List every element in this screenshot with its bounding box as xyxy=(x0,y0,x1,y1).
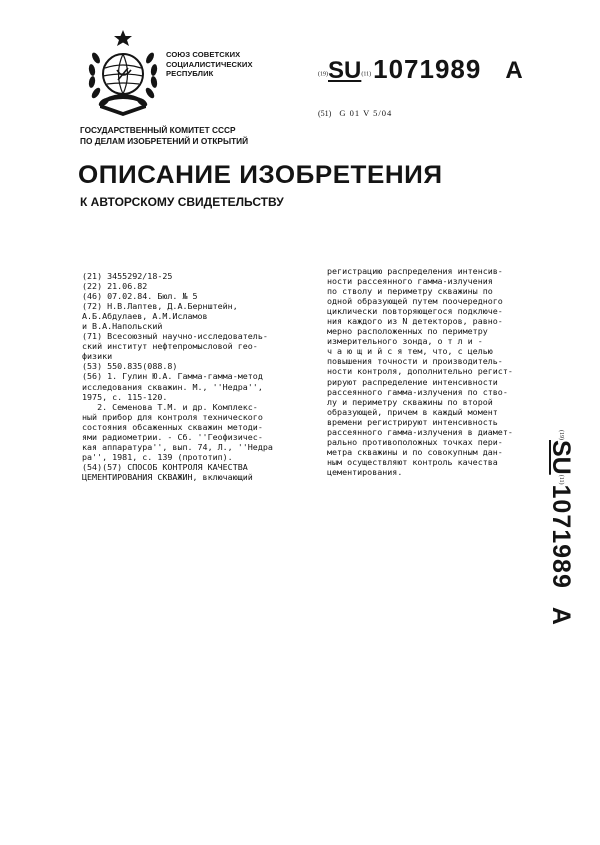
side-kind-code: A xyxy=(547,606,576,625)
bibliography-line: ный прибор для контроля технического xyxy=(82,411,263,422)
claim-line: лу и периметру скважины по второй xyxy=(327,396,493,407)
bibliography-line: (54)(57) СПОСОБ КОНТРОЛЯ КАЧЕСТВА xyxy=(82,461,248,472)
claim-line: рассеянного гамма-излучения в диамет- xyxy=(327,426,513,437)
publication-number xyxy=(318,54,523,85)
committee-line: ГОСУДАРСТВЕННЫЙ КОМИТЕТ СССР xyxy=(80,125,236,135)
claim-line: времени регистрируют интенсивность xyxy=(327,416,498,427)
claim-line: измерительного зонда, о т л и - xyxy=(327,336,483,347)
claim-line: рассеянного гамма-излучения по ство- xyxy=(327,386,508,397)
ipc-value: G 01 V 5/04 xyxy=(339,108,393,118)
state-emblem-icon xyxy=(86,28,160,116)
patent-number: 1071989 xyxy=(373,54,482,84)
bibliography-line: исследования скважин. М., ''Недра'', xyxy=(82,381,263,392)
bibliography-line: физики xyxy=(82,351,113,362)
bibliography-column xyxy=(82,271,314,482)
claim-line: рируют распределение интенсивности xyxy=(327,376,498,387)
committee-line: ПО ДЕЛАМ ИЗОБРЕТЕНИЙ И ОТКРЫТИЙ xyxy=(80,136,249,146)
bibliography-line: ями радиометрии. - Сб. ''Геофизичес- xyxy=(82,431,263,442)
bibliography-line: 1975, с. 115-120. xyxy=(82,391,168,402)
side-patent-number: 1071989 xyxy=(547,484,576,589)
bibliography-line: 2. Семенова Т.М. и др. Комплекс- xyxy=(82,401,258,412)
side-country-code-tag: (19) xyxy=(558,430,564,440)
union-name xyxy=(166,50,253,79)
claim-line: по стволу и периметру скважины по xyxy=(327,286,493,297)
claim-line: образующей, причем в каждый момент xyxy=(327,406,498,417)
claim-line: одной образующей путем поочередного xyxy=(327,296,503,307)
claim-column xyxy=(327,266,559,477)
bibliography-line: (71) Всесоюзный научно-исследователь- xyxy=(82,331,268,342)
committee-name xyxy=(80,125,248,147)
document-title: ОПИСАНИЕ ИЗОБРЕТЕНИЯ xyxy=(78,161,443,189)
bibliography-line: (72) Н.В.Лаптев, Д.А.Бернштейн, xyxy=(82,301,238,312)
claim-line: ч а ю щ и й с я тем, что, с целью xyxy=(327,346,493,357)
union-line: РЕСПУБЛИК xyxy=(166,69,214,78)
ipc-classification xyxy=(318,108,392,118)
claim-line: метра скважины и по совокупным дан- xyxy=(327,446,503,457)
claim-line: цементирования. xyxy=(327,466,403,477)
bibliography-line: (53) 550.835(088.8) xyxy=(82,361,178,372)
bibliography-line: и В.А.Напольский xyxy=(82,321,163,332)
union-line: СОЮЗ СОВЕТСКИХ xyxy=(166,50,241,59)
bibliography-line: ра'', 1981, с. 139 (прототип). xyxy=(82,451,233,462)
bibliography-line: состояния обсаженных скважин методи- xyxy=(82,421,263,432)
side-country-code: SU xyxy=(547,440,576,475)
claim-line: циклически повторяющегося подключе- xyxy=(327,306,503,317)
claim-line: ным осуществляют контроль качества xyxy=(327,456,498,467)
side-number-tag: (11) xyxy=(558,474,564,485)
side-publication-number xyxy=(546,430,576,690)
claim-line: ности контроля, дополнительно регист- xyxy=(327,366,513,377)
bibliography-line: (22) 21.06.82 xyxy=(82,281,148,292)
bibliography-line: ЦЕМЕНТИРОВАНИЯ СКВАЖИН, включающий xyxy=(82,471,253,482)
union-line: СОЦИАЛИСТИЧЕСКИХ xyxy=(166,59,253,69)
country-code-tag: (19) xyxy=(318,71,328,78)
claim-line: ния каждого из N детекторов, равно- xyxy=(327,316,503,327)
bibliography-line: ский институт нефтепромысловой гео- xyxy=(82,341,258,352)
claim-line: повышения точности и производитель- xyxy=(327,356,503,367)
bibliography-line: А.Б.Абдулаев, А.М.Исламов xyxy=(82,311,208,322)
ipc-tag: (51) xyxy=(318,109,332,118)
claim-line: регистрацию распределения интенсив- xyxy=(327,266,503,276)
claim-line: мерно расположенных по периметру xyxy=(327,326,488,337)
country-code: SU xyxy=(328,57,362,84)
bibliography-line: (56) 1. Гулин Ю.А. Гамма-гамма-метод xyxy=(82,371,263,382)
document-subtitle: К АВТОРСКОМУ СВИДЕТЕЛЬСТВУ xyxy=(80,195,284,209)
bibliography-line: (46) 07.02.84. Бюл. № 5 xyxy=(82,291,198,302)
number-tag: (11) xyxy=(361,71,372,78)
claim-line: рально противоположных точках пери- xyxy=(327,436,503,447)
bibliography-line: (21) 3455292/18-25 xyxy=(82,271,173,281)
bibliography-line: кая аппаратура'', вып. 74, Л., ''Недра xyxy=(82,441,273,452)
claim-line: ности рассеянного гамма-излучения xyxy=(327,276,493,287)
kind-code: A xyxy=(505,57,523,84)
